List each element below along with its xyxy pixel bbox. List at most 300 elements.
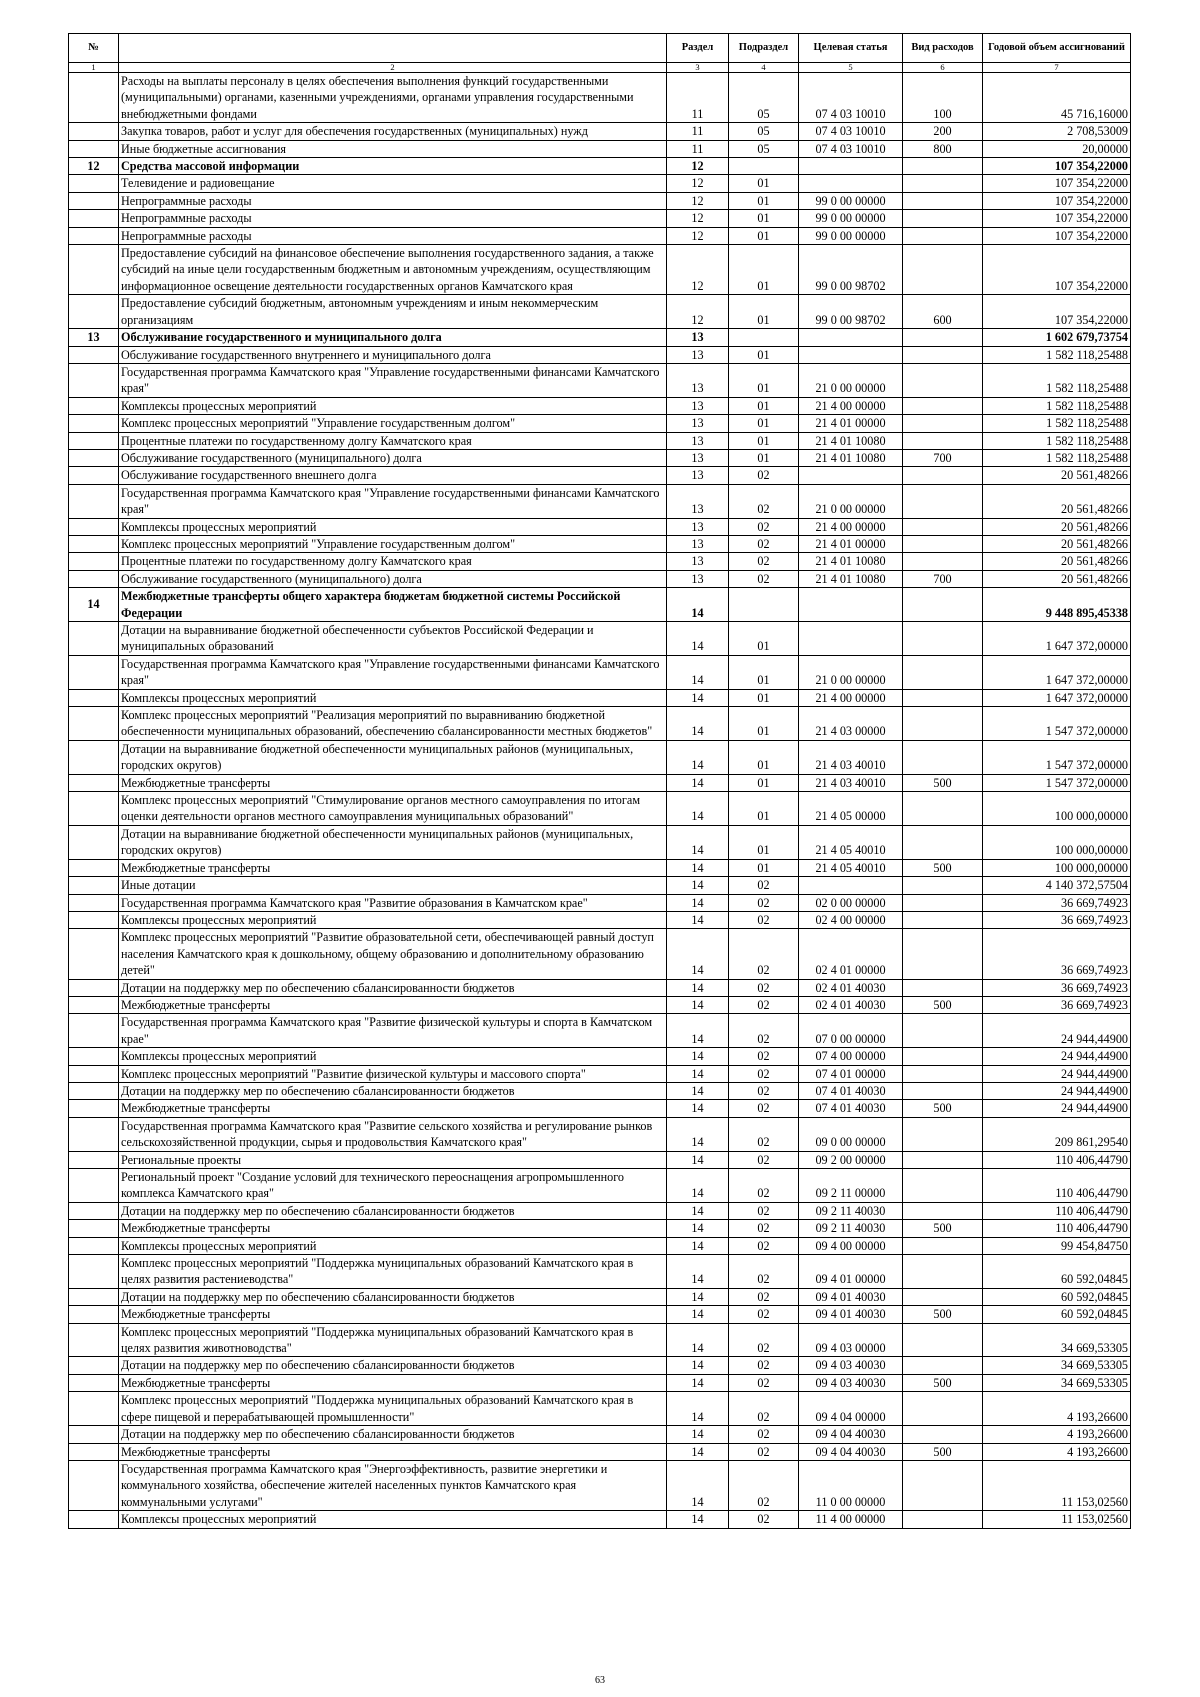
header-name [119, 34, 667, 63]
cell-podrazdel: 01 [729, 792, 799, 826]
cell-number [69, 175, 119, 192]
cell-number [69, 1202, 119, 1219]
cell-podrazdel: 02 [729, 1357, 799, 1374]
cell-name: Предоставление субсидий бюджетным, автономным учреждениям и иным некоммерческим организациям [119, 295, 667, 329]
cell-number [69, 1323, 119, 1357]
cell-razdel: 14 [667, 929, 729, 979]
cell-annual-volume: 107 354,22000 [983, 192, 1131, 209]
cell-target-article: 21 4 03 40010 [799, 740, 903, 774]
cell-podrazdel: 02 [729, 1426, 799, 1443]
cell-target-article: 21 4 01 00000 [799, 415, 903, 432]
cell-number [69, 1443, 119, 1460]
cell-razdel: 14 [667, 740, 729, 774]
cell-annual-volume: 9 448 895,45338 [983, 588, 1131, 622]
cell-podrazdel: 01 [729, 655, 799, 689]
cell-expense-type [903, 1460, 983, 1510]
cell-expense-type [903, 397, 983, 414]
cell-razdel: 14 [667, 1100, 729, 1117]
table-row [69, 518, 1131, 535]
cell-podrazdel: 02 [729, 1374, 799, 1391]
table-row [69, 979, 1131, 996]
cell-number [69, 740, 119, 774]
cell-name: Дотации на поддержку мер по обеспечению сбалансированности бюджетов [119, 1426, 667, 1443]
cell-expense-type [903, 1357, 983, 1374]
table-row [69, 1511, 1131, 1528]
cell-number [69, 1374, 119, 1391]
cell-expense-type: 500 [903, 1306, 983, 1323]
cell-razdel: 14 [667, 1065, 729, 1082]
table-row [69, 911, 1131, 928]
cell-name: Закупка товаров, работ и услуг для обеспечения государственных (муниципальных) нужд [119, 123, 667, 140]
cell-name: Комплексы процессных мероприятий [119, 397, 667, 414]
cell-target-article: 07 4 01 00000 [799, 1065, 903, 1082]
table-row [69, 825, 1131, 859]
cell-razdel: 13 [667, 329, 729, 346]
cell-target-article: 21 4 05 40010 [799, 859, 903, 876]
cell-number [69, 1117, 119, 1151]
cell-annual-volume: 20 561,48266 [983, 570, 1131, 587]
cell-annual-volume: 34 669,53305 [983, 1357, 1131, 1374]
cell-podrazdel: 02 [729, 1202, 799, 1219]
cell-name: Дотации на выравнивание бюджетной обеспеченности муниципальных районов (муниципальных, городских округов) [119, 825, 667, 859]
table-row [69, 655, 1131, 689]
cell-podrazdel: 02 [729, 1065, 799, 1082]
cell-razdel: 14 [667, 1460, 729, 1510]
cell-target-article: 09 2 11 40030 [799, 1202, 903, 1219]
cell-target-article: 07 4 01 40030 [799, 1100, 903, 1117]
cell-razdel: 12 [667, 227, 729, 244]
cell-name: Межбюджетные трансферты [119, 1100, 667, 1117]
cell-number [69, 859, 119, 876]
cell-annual-volume: 24 944,44900 [983, 1065, 1131, 1082]
cell-name: Межбюджетные трансферты [119, 859, 667, 876]
cell-name: Комплекс процессных мероприятий "Управление государственным долгом" [119, 415, 667, 432]
cell-annual-volume: 20,00000 [983, 140, 1131, 157]
cell-target-article: 21 4 01 10080 [799, 432, 903, 449]
cell-target-article: 21 4 01 10080 [799, 449, 903, 466]
cell-name: Дотации на выравнивание бюджетной обеспеченности муниципальных районов (муниципальных, городских округов) [119, 740, 667, 774]
cell-podrazdel: 01 [729, 346, 799, 363]
cell-podrazdel: 02 [729, 1392, 799, 1426]
cell-annual-volume: 20 561,48266 [983, 484, 1131, 518]
table-row [69, 210, 1131, 227]
cell-number [69, 1151, 119, 1168]
cell-expense-type [903, 1048, 983, 1065]
cell-annual-volume: 2 708,53009 [983, 123, 1131, 140]
cell-annual-volume: 4 193,26600 [983, 1426, 1131, 1443]
table-row [69, 346, 1131, 363]
column-index: 7 [983, 63, 1131, 73]
cell-expense-type [903, 1426, 983, 1443]
cell-annual-volume: 20 561,48266 [983, 553, 1131, 570]
cell-annual-volume: 36 669,74923 [983, 979, 1131, 996]
cell-target-article: 07 0 00 00000 [799, 1014, 903, 1048]
cell-expense-type [903, 979, 983, 996]
cell-annual-volume: 107 354,22000 [983, 210, 1131, 227]
cell-razdel: 14 [667, 1220, 729, 1237]
cell-target-article: 07 4 03 10010 [799, 73, 903, 123]
cell-target-article: 21 4 00 00000 [799, 518, 903, 535]
cell-podrazdel: 01 [729, 859, 799, 876]
cell-target-article: 02 4 00 00000 [799, 911, 903, 928]
cell-expense-type [903, 175, 983, 192]
cell-expense-type [903, 346, 983, 363]
cell-name: Иные бюджетные ассигнования [119, 140, 667, 157]
cell-razdel: 13 [667, 484, 729, 518]
cell-razdel: 14 [667, 911, 729, 928]
cell-annual-volume: 110 406,44790 [983, 1202, 1131, 1219]
cell-annual-volume: 36 669,74923 [983, 996, 1131, 1013]
page-number: 63 [595, 1675, 605, 1686]
cell-target-article: 99 0 00 00000 [799, 210, 903, 227]
cell-target-article: 07 4 03 10010 [799, 140, 903, 157]
cell-number [69, 346, 119, 363]
cell-expense-type [903, 245, 983, 295]
table-row [69, 1357, 1131, 1374]
cell-podrazdel: 02 [729, 1237, 799, 1254]
cell-razdel: 14 [667, 1255, 729, 1289]
cell-target-article: 99 0 00 00000 [799, 192, 903, 209]
cell-expense-type [903, 535, 983, 552]
cell-number [69, 245, 119, 295]
cell-razdel: 13 [667, 346, 729, 363]
cell-podrazdel: 02 [729, 1082, 799, 1099]
cell-annual-volume: 36 669,74923 [983, 929, 1131, 979]
cell-razdel: 14 [667, 1511, 729, 1528]
cell-number: 14 [69, 588, 119, 622]
cell-name: Межбюджетные трансферты [119, 996, 667, 1013]
cell-razdel: 14 [667, 979, 729, 996]
table-row [69, 227, 1131, 244]
cell-target-article: 09 0 00 00000 [799, 1117, 903, 1151]
cell-name: Непрограммные расходы [119, 227, 667, 244]
cell-target-article: 09 4 04 40030 [799, 1426, 903, 1443]
cell-target-article: 09 2 11 40030 [799, 1220, 903, 1237]
cell-annual-volume: 107 354,22000 [983, 245, 1131, 295]
cell-expense-type [903, 655, 983, 689]
cell-podrazdel: 02 [729, 1460, 799, 1510]
cell-target-article: 21 4 00 00000 [799, 397, 903, 414]
cell-number [69, 1306, 119, 1323]
cell-name: Государственная программа Камчатского края "Управление государственными финансами Камчатского края" [119, 484, 667, 518]
cell-expense-type [903, 622, 983, 656]
cell-razdel: 11 [667, 73, 729, 123]
cell-podrazdel: 01 [729, 192, 799, 209]
table-row [69, 1288, 1131, 1305]
cell-razdel: 14 [667, 996, 729, 1013]
cell-podrazdel: 01 [729, 825, 799, 859]
cell-annual-volume: 4 193,26600 [983, 1392, 1131, 1426]
cell-razdel: 14 [667, 859, 729, 876]
cell-razdel: 14 [667, 1288, 729, 1305]
cell-name: Процентные платежи по государственному долгу Камчатского края [119, 432, 667, 449]
cell-razdel: 12 [667, 295, 729, 329]
cell-razdel: 14 [667, 1443, 729, 1460]
cell-podrazdel: 02 [729, 1014, 799, 1048]
cell-razdel: 14 [667, 1169, 729, 1203]
cell-name: Дотации на выравнивание бюджетной обеспеченности субъектов Российской Федерации и муниципальных образований [119, 622, 667, 656]
cell-number [69, 979, 119, 996]
cell-annual-volume: 1 582 118,25488 [983, 397, 1131, 414]
cell-annual-volume: 110 406,44790 [983, 1169, 1131, 1203]
cell-number [69, 1460, 119, 1510]
cell-razdel: 14 [667, 622, 729, 656]
cell-target-article: 99 0 00 98702 [799, 295, 903, 329]
table-row [69, 1048, 1131, 1065]
cell-annual-volume: 24 944,44900 [983, 1048, 1131, 1065]
cell-podrazdel: 01 [729, 415, 799, 432]
cell-expense-type: 500 [903, 1374, 983, 1391]
table-row [69, 484, 1131, 518]
cell-name: Государственная программа Камчатского края "Развитие образования в Камчатском крае" [119, 894, 667, 911]
cell-razdel: 14 [667, 655, 729, 689]
cell-expense-type [903, 467, 983, 484]
cell-expense-type [903, 518, 983, 535]
cell-name: Межбюджетные трансферты [119, 774, 667, 791]
cell-razdel: 11 [667, 140, 729, 157]
cell-target-article: 11 4 00 00000 [799, 1511, 903, 1528]
cell-podrazdel: 02 [729, 911, 799, 928]
cell-name: Государственная программа Камчатского края "Развитие сельского хозяйства и регулирование рынков сельскохозяйственной продукции, сырья и продовольствия Камчатского края" [119, 1117, 667, 1151]
cell-expense-type [903, 1014, 983, 1048]
cell-name: Комплекс процессных мероприятий "Поддержка муниципальных образований Камчатского края в целях развития животноводства" [119, 1323, 667, 1357]
cell-podrazdel: 02 [729, 518, 799, 535]
table-row [69, 467, 1131, 484]
cell-podrazdel: 02 [729, 1151, 799, 1168]
cell-annual-volume: 24 944,44900 [983, 1082, 1131, 1099]
cell-name: Комплексы процессных мероприятий [119, 1048, 667, 1065]
cell-target-article: 21 4 03 40010 [799, 774, 903, 791]
cell-razdel: 14 [667, 1323, 729, 1357]
cell-name: Процентные платежи по государственному долгу Камчатского края [119, 553, 667, 570]
cell-target-article: 02 4 01 40030 [799, 979, 903, 996]
cell-expense-type: 600 [903, 295, 983, 329]
cell-expense-type [903, 1288, 983, 1305]
cell-name: Межбюджетные трансферты [119, 1443, 667, 1460]
cell-target-article [799, 329, 903, 346]
header-podrazdel: Подраздел [729, 34, 799, 63]
cell-razdel: 14 [667, 1237, 729, 1254]
table-row [69, 295, 1131, 329]
cell-podrazdel: 01 [729, 774, 799, 791]
cell-expense-type [903, 1169, 983, 1203]
cell-podrazdel: 02 [729, 996, 799, 1013]
cell-expense-type: 500 [903, 1100, 983, 1117]
cell-expense-type [903, 588, 983, 622]
cell-target-article: 02 4 01 40030 [799, 996, 903, 1013]
cell-expense-type [903, 1151, 983, 1168]
cell-razdel: 14 [667, 1048, 729, 1065]
cell-number [69, 1237, 119, 1254]
cell-name: Комплекс процессных мероприятий "Управление государственным долгом" [119, 535, 667, 552]
cell-razdel: 12 [667, 245, 729, 295]
cell-number [69, 1220, 119, 1237]
cell-expense-type [903, 825, 983, 859]
cell-name: Дотации на поддержку мер по обеспечению сбалансированности бюджетов [119, 1288, 667, 1305]
cell-expense-type [903, 911, 983, 928]
cell-number [69, 1255, 119, 1289]
cell-podrazdel: 05 [729, 123, 799, 140]
cell-target-article: 09 2 00 00000 [799, 1151, 903, 1168]
cell-target-article: 21 4 05 40010 [799, 825, 903, 859]
table-row [69, 792, 1131, 826]
cell-expense-type [903, 227, 983, 244]
cell-target-article [799, 877, 903, 894]
cell-podrazdel: 01 [729, 689, 799, 706]
header-annual-volume: Годовой объем ассигнований [983, 34, 1131, 63]
table-row [69, 1151, 1131, 1168]
cell-razdel: 14 [667, 877, 729, 894]
table-row [69, 1392, 1131, 1426]
cell-target-article: 21 0 00 00000 [799, 484, 903, 518]
table-row [69, 774, 1131, 791]
cell-podrazdel: 02 [729, 484, 799, 518]
cell-target-article: 21 4 01 10080 [799, 553, 903, 570]
cell-name: Государственная программа Камчатского края "Энергоэффективность, развитие энергетики и коммунального хозяйства, обеспечение жителей населенных пунктов Камчатского края коммунальными услугами" [119, 1460, 667, 1510]
cell-annual-volume: 60 592,04845 [983, 1288, 1131, 1305]
cell-number [69, 1357, 119, 1374]
cell-number [69, 518, 119, 535]
cell-annual-volume: 60 592,04845 [983, 1255, 1131, 1289]
cell-annual-volume: 4 140 372,57504 [983, 877, 1131, 894]
cell-name: Дотации на поддержку мер по обеспечению сбалансированности бюджетов [119, 1202, 667, 1219]
cell-target-article: 21 0 00 00000 [799, 363, 903, 397]
cell-number [69, 1048, 119, 1065]
table-row [69, 363, 1131, 397]
cell-annual-volume: 1 547 372,00000 [983, 740, 1131, 774]
cell-podrazdel: 02 [729, 1255, 799, 1289]
cell-target-article: 09 4 03 40030 [799, 1374, 903, 1391]
cell-razdel: 14 [667, 1117, 729, 1151]
cell-podrazdel: 02 [729, 1100, 799, 1117]
column-index: 4 [729, 63, 799, 73]
cell-annual-volume: 24 944,44900 [983, 1014, 1131, 1048]
table-row [69, 123, 1131, 140]
table-row [69, 859, 1131, 876]
table-body [69, 73, 1131, 1529]
cell-number [69, 825, 119, 859]
cell-number [69, 1288, 119, 1305]
table-row [69, 245, 1131, 295]
table-row [69, 140, 1131, 157]
cell-razdel: 14 [667, 1202, 729, 1219]
cell-razdel: 14 [667, 1374, 729, 1391]
table-row [69, 1220, 1131, 1237]
cell-target-article [799, 346, 903, 363]
cell-target-article: 99 0 00 98702 [799, 245, 903, 295]
cell-razdel: 12 [667, 175, 729, 192]
table-row [69, 929, 1131, 979]
cell-annual-volume: 20 561,48266 [983, 518, 1131, 535]
cell-razdel: 13 [667, 535, 729, 552]
cell-annual-volume: 107 354,22000 [983, 158, 1131, 175]
cell-podrazdel: 01 [729, 432, 799, 449]
cell-number [69, 210, 119, 227]
table-row [69, 877, 1131, 894]
cell-name: Государственная программа Камчатского края "Управление государственными финансами Камчатского края" [119, 655, 667, 689]
cell-podrazdel: 01 [729, 707, 799, 741]
cell-annual-volume: 99 454,84750 [983, 1237, 1131, 1254]
cell-target-article: 09 4 01 00000 [799, 1255, 903, 1289]
cell-target-article: 99 0 00 00000 [799, 227, 903, 244]
cell-number: 12 [69, 158, 119, 175]
header-no: № [69, 34, 119, 63]
cell-number: 13 [69, 329, 119, 346]
cell-name: Комплексы процессных мероприятий [119, 911, 667, 928]
cell-target-article: 02 4 01 00000 [799, 929, 903, 979]
cell-target-article: 09 4 03 00000 [799, 1323, 903, 1357]
cell-expense-type [903, 1323, 983, 1357]
cell-expense-type: 700 [903, 449, 983, 466]
cell-target-article: 09 4 04 00000 [799, 1392, 903, 1426]
column-index: 5 [799, 63, 903, 73]
cell-razdel: 14 [667, 894, 729, 911]
cell-annual-volume: 34 669,53305 [983, 1374, 1131, 1391]
cell-number [69, 1426, 119, 1443]
cell-annual-volume: 1 582 118,25488 [983, 449, 1131, 466]
table-row [69, 192, 1131, 209]
cell-annual-volume: 107 354,22000 [983, 295, 1131, 329]
cell-podrazdel: 02 [729, 1511, 799, 1528]
cell-annual-volume: 1 647 372,00000 [983, 655, 1131, 689]
table-row [69, 1169, 1131, 1203]
cell-podrazdel: 01 [729, 449, 799, 466]
cell-name: Межбюджетные трансферты [119, 1306, 667, 1323]
cell-annual-volume: 110 406,44790 [983, 1151, 1131, 1168]
cell-annual-volume: 20 561,48266 [983, 535, 1131, 552]
table-row [69, 570, 1131, 587]
cell-podrazdel: 02 [729, 877, 799, 894]
cell-expense-type [903, 792, 983, 826]
table-row [69, 622, 1131, 656]
cell-name: Предоставление субсидий на финансовое обеспечение выполнения государственного задания, а также субсидий на иные цели государственным бюджетным и автономным учреждениям, осуществляющим информационное освещение деятельности государственных органов Камчатского края [119, 245, 667, 295]
cell-annual-volume: 11 153,02560 [983, 1460, 1131, 1510]
table-row [69, 588, 1131, 622]
cell-razdel: 14 [667, 1306, 729, 1323]
cell-annual-volume: 107 354,22000 [983, 227, 1131, 244]
cell-podrazdel: 02 [729, 1169, 799, 1203]
cell-number [69, 467, 119, 484]
table-row [69, 73, 1131, 123]
cell-razdel: 13 [667, 553, 729, 570]
cell-podrazdel: 05 [729, 73, 799, 123]
cell-number [69, 432, 119, 449]
cell-name: Комплексы процессных мероприятий [119, 518, 667, 535]
table-row [69, 1117, 1131, 1151]
cell-podrazdel: 05 [729, 140, 799, 157]
cell-annual-volume: 107 354,22000 [983, 175, 1131, 192]
table-row [69, 397, 1131, 414]
cell-expense-type: 800 [903, 140, 983, 157]
cell-podrazdel: 02 [729, 1288, 799, 1305]
cell-annual-volume: 34 669,53305 [983, 1323, 1131, 1357]
cell-name: Обслуживание государственного и муниципального долга [119, 329, 667, 346]
cell-number [69, 1065, 119, 1082]
header-row [69, 34, 1131, 63]
cell-name: Государственная программа Камчатского края "Управление государственными финансами Камчатского края" [119, 363, 667, 397]
cell-razdel: 13 [667, 518, 729, 535]
cell-target-article: 09 4 00 00000 [799, 1237, 903, 1254]
cell-name: Комплекс процессных мероприятий "Поддержка муниципальных образований Камчатского края в целях развития растениеводства" [119, 1255, 667, 1289]
cell-target-article: 09 4 01 40030 [799, 1288, 903, 1305]
cell-expense-type [903, 1392, 983, 1426]
cell-podrazdel: 01 [729, 295, 799, 329]
cell-razdel: 14 [667, 707, 729, 741]
cell-target-article: 07 4 01 40030 [799, 1082, 903, 1099]
cell-name: Межбюджетные трансферты [119, 1374, 667, 1391]
cell-razdel: 13 [667, 363, 729, 397]
cell-number [69, 73, 119, 123]
